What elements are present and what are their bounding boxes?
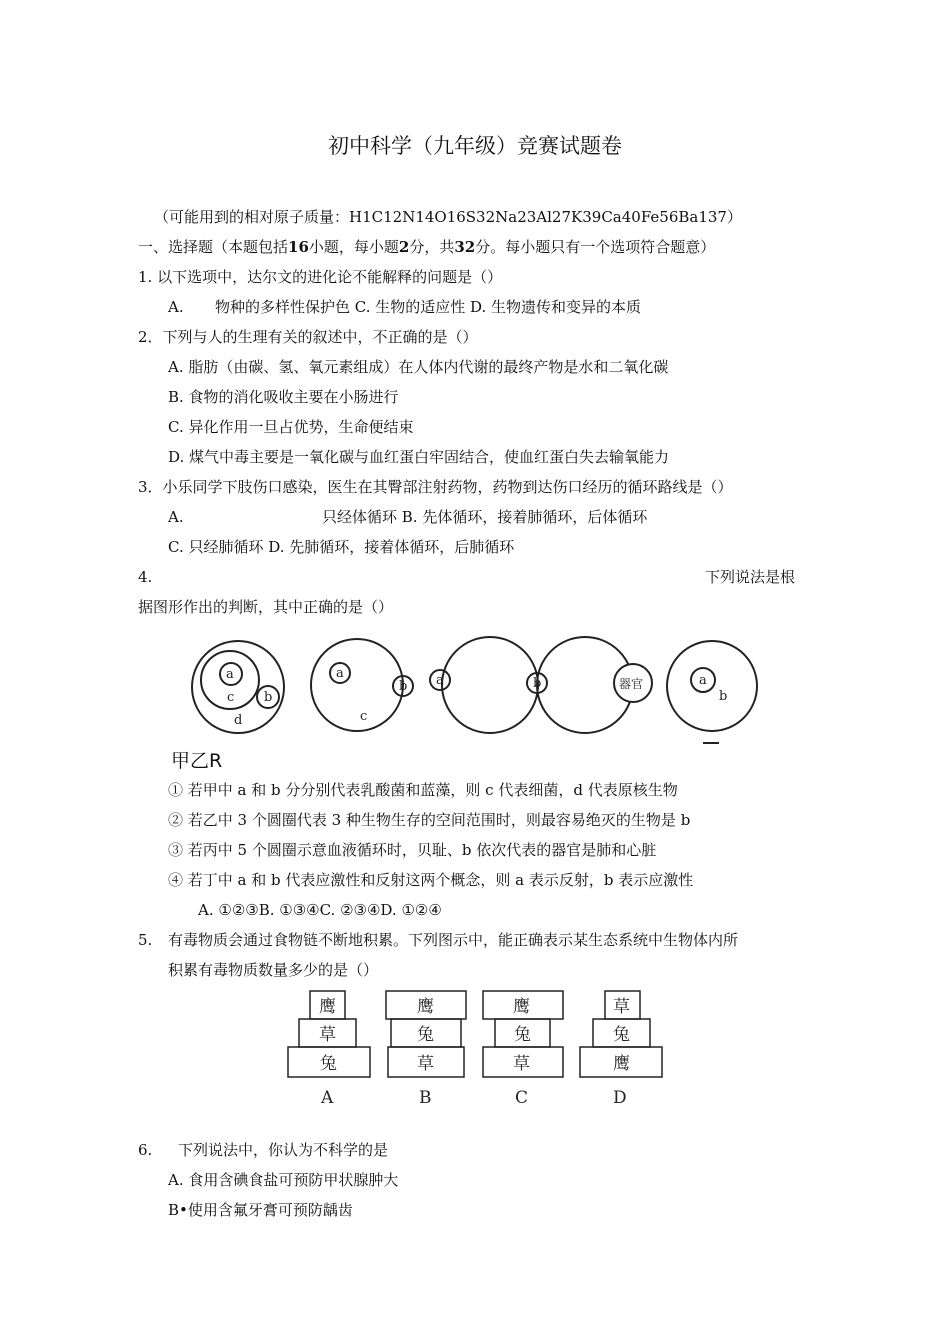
page-title: 初中科学（九年级）竞赛试题卷 <box>328 134 622 158</box>
pyramid-b-label: B <box>419 1088 432 1108</box>
question-6-option-b: B•使用含氟牙膏可预防龋齿 <box>168 1201 353 1219</box>
question-1-options: 物种的多样性保护色 C. 生物的适应性 D. 生物遗传和变异的本质 <box>215 298 642 316</box>
question-6-stem: 下列说法中，你认为不科学的是 <box>178 1141 389 1159</box>
question-3-options-cd: C. 只经肺循环 D. 先肺循环，接着体循环，后肺循环 <box>168 538 515 556</box>
question-4-item-2: ② 若乙中 3 个圆圈代表 3 种生物生存的空间范围时，则最容易绝灭的生物是 b <box>168 811 691 829</box>
question-5-number: 5. <box>138 931 153 949</box>
question-1-stem: 1. 以下选项中，达尔文的进化论不能解释的问题是（） <box>138 268 503 286</box>
pyramid-d <box>580 991 662 1108</box>
pyramid-c-top: 鹰 <box>513 997 530 1017</box>
label-c: c <box>227 690 235 705</box>
question-4-item-1: ① 若甲中 a 和 b 分分别代表乳酸菌和蓝藻，则 c 代表细菌，d 代表原核生物 <box>168 781 678 799</box>
pyramid-a-label: A <box>321 1088 334 1108</box>
label-a: a <box>699 673 707 688</box>
question-3-options-ab: 只经体循环 B. 先体循环，接着肺循环，后体循环 <box>322 508 648 526</box>
pyramid-c-bottom: 草 <box>513 1054 530 1074</box>
label-b: b <box>719 689 728 704</box>
figure-bing <box>430 637 652 733</box>
question-4-figure <box>185 630 775 750</box>
question-4-number: 4. <box>138 568 153 586</box>
figure-yi <box>311 639 413 731</box>
pyramid-a-middle: 草 <box>319 1025 336 1045</box>
label-b: b <box>399 679 408 694</box>
pyramid-c-label: C <box>515 1088 529 1108</box>
atomic-mass-note: （可能用到的相对原子质量：H1C12N14O16S32Na23Al27K39Ca40Fe56Ba137） <box>154 208 742 226</box>
pyramid-a-bottom: 兔 <box>320 1054 337 1074</box>
label-b: b <box>264 690 273 705</box>
pyramid-d-label: D <box>613 1088 627 1108</box>
question-4-answers: A. ①②③B. ①③④C. ②③④D. ①②④ <box>198 901 442 919</box>
pyramid-a <box>288 991 370 1108</box>
label-a: a <box>226 667 234 682</box>
figure-jia <box>192 641 284 733</box>
question-6-number: 6. <box>138 1141 153 1159</box>
pyramid-b-bottom: 草 <box>417 1054 434 1074</box>
label-c: c <box>360 709 368 724</box>
label-d: d <box>234 713 243 728</box>
question-4-item-4: ④ 若丁中 a 和 b 代表应激性和反射这两个概念，则 a 表示反射，b 表示应激性 <box>168 871 694 889</box>
pyramid-b-middle: 兔 <box>417 1025 434 1045</box>
figure-caption: 甲乙R <box>171 750 223 772</box>
section-heading: 一、选择题（本题包括16小题，每小题2分，共32分。每小题只有一个选项符合题意） <box>138 238 716 256</box>
question-3-option-a-label: A. <box>168 508 184 526</box>
question-6-option-a: A. 食用含碘食盐可预防甲状腺肿大 <box>168 1171 399 1189</box>
question-5-stem-line2: 积累有毒物质数量多少的是（） <box>168 961 379 979</box>
question-2-stem: 2．下列与人的生理有关的叙述中，不正确的是（） <box>138 328 478 346</box>
pyramid-c <box>483 991 563 1108</box>
label-a: a <box>336 666 344 681</box>
pyramid-d-bottom: 鹰 <box>613 1054 630 1074</box>
question-5-stem: 有毒物质会通过食物链不断地积累。下列图示中，能正确表示某生态系统中生物体内所 <box>168 931 739 949</box>
question-1-option-a-label: A. <box>168 298 184 316</box>
pyramid-d-middle: 兔 <box>613 1025 630 1045</box>
question-3-stem: 3．小乐同学下肢伤口感染，医生在其臀部注射药物，药物到达伤口经历的循环路线是（） <box>138 478 733 496</box>
question-2-option-b: B. 食物的消化吸收主要在小肠进行 <box>168 388 399 406</box>
pyramid-b-top: 鹰 <box>417 997 434 1017</box>
label-a: a <box>436 673 444 688</box>
pyramid-b <box>386 991 466 1108</box>
question-4-stem-right: 下列说法是根 <box>705 568 796 586</box>
food-chain-pyramids <box>280 988 670 1108</box>
question-4-stem-line2: 据图形作出的判断，其中正确的是（） <box>138 598 394 616</box>
label-b: b <box>533 676 542 691</box>
question-2-option-d: D. 煤气中毒主要是一氧化碳与血红蛋白牢固结合，使血红蛋白失去输氧能力 <box>168 448 670 466</box>
question-4-item-3: ③ 若丙中 5 个圆圈示意血液循环时，贝耻、b 依次代表的器官是肺和心脏 <box>168 841 657 859</box>
label-organ: 器官 <box>619 677 644 691</box>
figure-ding <box>667 641 757 743</box>
question-2-option-c: C. 异化作用一旦占优势，生命便结束 <box>168 418 414 436</box>
pyramid-a-top: 鹰 <box>319 997 336 1017</box>
pyramid-d-top: 草 <box>613 997 630 1017</box>
pyramid-c-middle: 兔 <box>514 1025 531 1045</box>
question-2-option-a: A. 脂肪（由碳、氢、氧元素组成）在人体内代谢的最终产物是水和二氧化碳 <box>168 358 669 376</box>
